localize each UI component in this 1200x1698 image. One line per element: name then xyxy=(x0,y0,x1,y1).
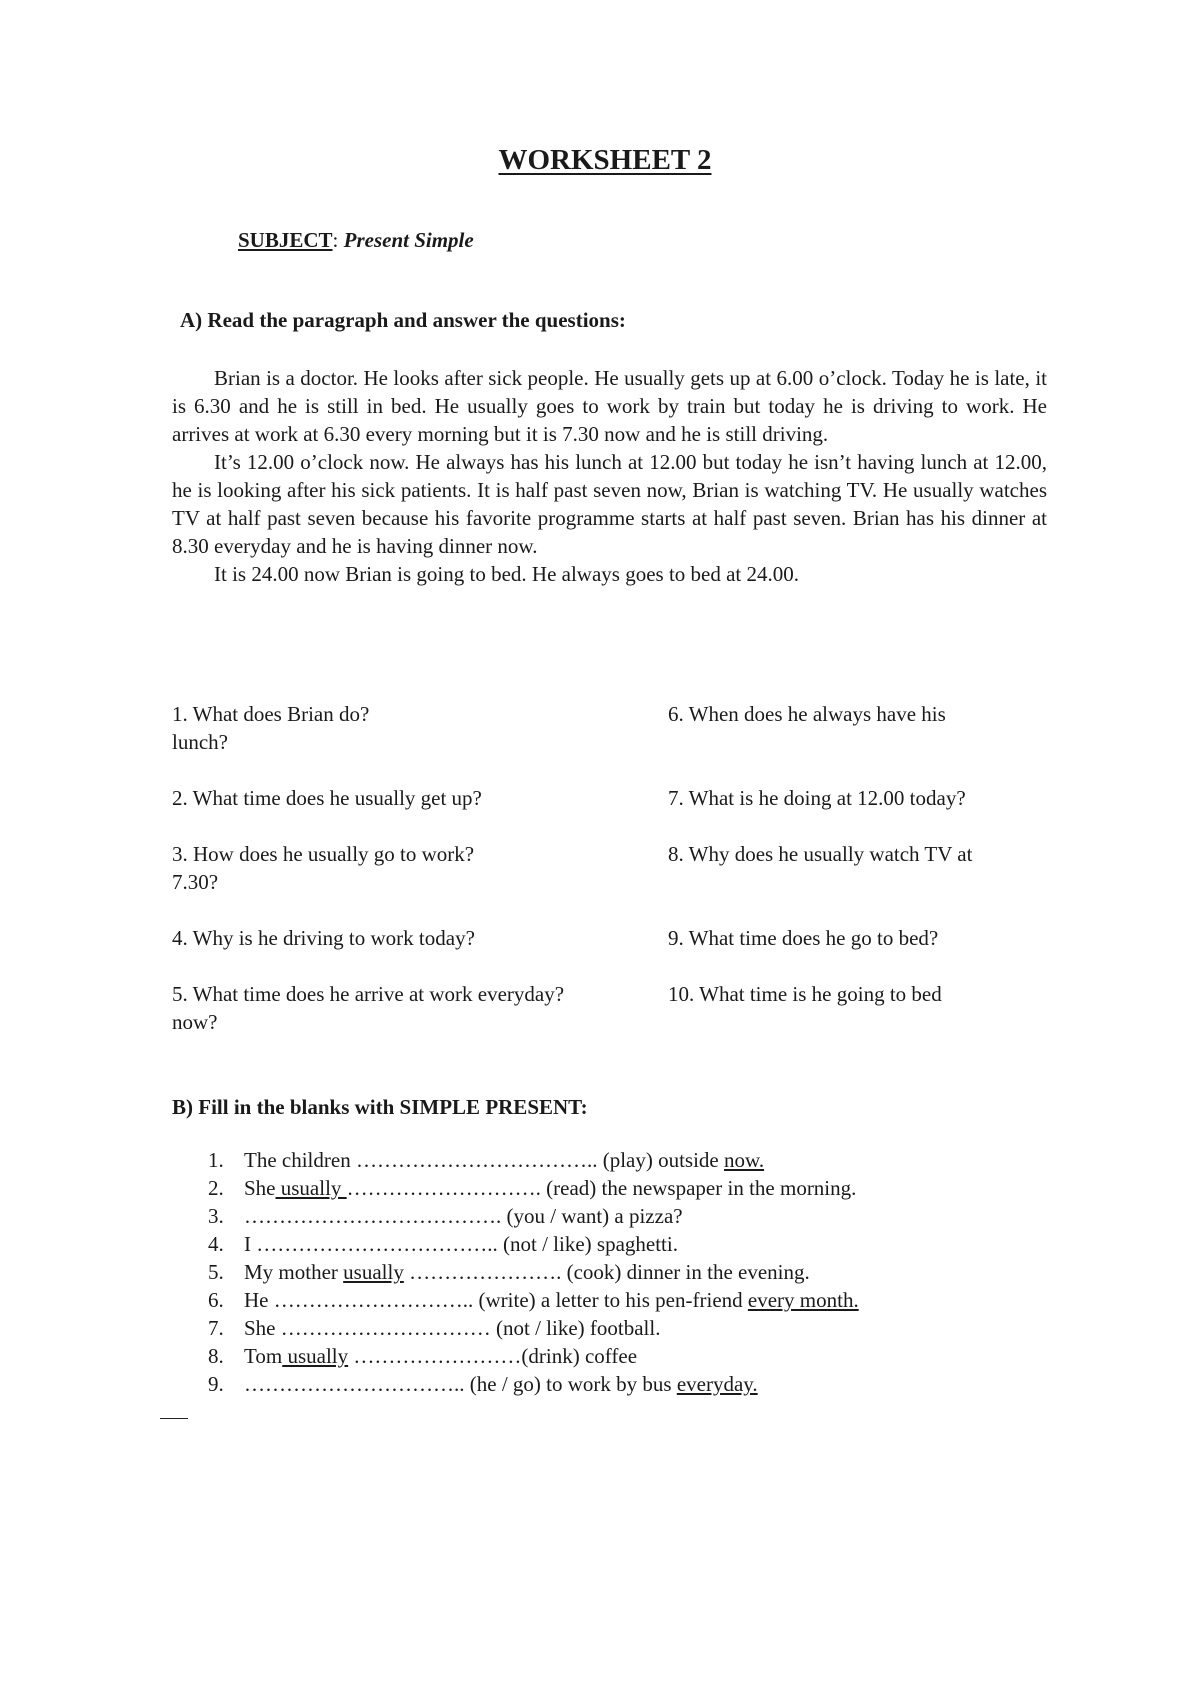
question-10-continuation: now? xyxy=(172,1010,218,1034)
list-item xyxy=(208,1146,859,1174)
footnote-separator xyxy=(160,1418,188,1419)
question-3: 3. How does he usually go to work? xyxy=(172,842,475,866)
passage-paragraph: It is 24.00 now Brian is going to bed. He always goes to bed at 24.00. xyxy=(214,562,800,586)
item-suffix-underlined: every month. xyxy=(747,1288,859,1312)
item-prefix-underlined: usually xyxy=(282,1344,349,1368)
question-4: 4. Why is he driving to work today? xyxy=(172,926,475,950)
answer-blank[interactable]: …………………… xyxy=(348,1344,522,1368)
item-prefix: The children xyxy=(244,1148,356,1172)
answer-blank[interactable]: ………………………… xyxy=(280,1316,491,1340)
item-number: 6. xyxy=(208,1288,224,1312)
subject-line xyxy=(238,228,474,253)
list-item xyxy=(208,1174,859,1202)
list-item xyxy=(208,1370,859,1398)
answer-blank[interactable]: ……………………….. xyxy=(273,1288,474,1312)
item-suffix-underlined: now. xyxy=(724,1148,765,1172)
fill-in-list xyxy=(208,1146,859,1398)
item-suffix-underlined: everyday. xyxy=(676,1372,758,1396)
item-suffix: (read) the newspaper in the morning. xyxy=(540,1176,857,1200)
list-item xyxy=(208,1258,859,1286)
list-item xyxy=(208,1202,859,1230)
answer-blank[interactable]: ………………………. xyxy=(346,1176,541,1200)
list-item xyxy=(208,1286,859,1314)
item-suffix: (he / go) to work by bus xyxy=(464,1372,677,1396)
answer-blank[interactable]: …………………. xyxy=(403,1260,562,1284)
item-number: 1. xyxy=(208,1148,224,1172)
question-5: 5. What time does he arrive at work everyday? xyxy=(172,982,565,1006)
item-prefix: Tom xyxy=(244,1344,283,1368)
list-item xyxy=(208,1314,859,1342)
answer-blank[interactable]: ………………………………. xyxy=(244,1204,502,1228)
section-a-heading: A) Read the paragraph and answer the questions: xyxy=(180,308,626,332)
item-suffix: (cook) dinner in the evening. xyxy=(561,1260,810,1284)
item-prefix: She xyxy=(244,1176,276,1200)
item-number: 3. xyxy=(208,1204,224,1228)
item-prefix: She xyxy=(244,1316,281,1340)
item-number: 9. xyxy=(208,1372,224,1396)
item-suffix: (write) a letter to his pen-friend xyxy=(473,1288,748,1312)
item-suffix: (not / like) spaghetti. xyxy=(497,1232,678,1256)
item-number: 8. xyxy=(208,1344,224,1368)
section-b-heading: B) Fill in the blanks with SIMPLE PRESENT: xyxy=(172,1095,588,1119)
item-prefix: My mother xyxy=(244,1260,344,1284)
item-prefix-underlined: usually xyxy=(343,1260,404,1284)
question-2: 2. What time does he usually get up? xyxy=(172,786,482,810)
item-suffix: (play) outside xyxy=(597,1148,725,1172)
question-1: 1. What does Brian do? xyxy=(172,702,370,726)
item-suffix: (drink) coffee xyxy=(521,1344,638,1368)
question-8: 8. Why does he usually watch TV at xyxy=(668,842,973,866)
question-10: 10. What time is he going to bed xyxy=(668,982,942,1006)
item-number: 2. xyxy=(208,1176,224,1200)
worksheet-title: WORKSHEET 2 xyxy=(498,144,712,176)
subject-colon: : xyxy=(332,228,339,252)
question-9: 9. What time does he go to bed? xyxy=(668,926,939,950)
list-item xyxy=(208,1230,859,1258)
passage-paragraph: Brian is a doctor. He looks after sick people. He usually gets up at 6.00 o’clock. Today he is late, it is 6.30 and he is still in bed. He usually goes to work by train but today he is driving to work. He arrives at work at 6.30 every morning but it is 7.30 now and he is still driving. xyxy=(172,366,1047,446)
subject-label: SUBJECT xyxy=(238,228,333,252)
item-suffix: (you / want) a pizza? xyxy=(501,1204,683,1228)
subject-value: Present Simple xyxy=(343,228,474,252)
reading-passage xyxy=(172,364,1047,588)
answer-blank[interactable]: …………………………….. xyxy=(355,1148,598,1172)
item-prefix: I xyxy=(244,1232,257,1256)
item-number: 4. xyxy=(208,1232,224,1256)
question-7: 7. What is he doing at 12.00 today? xyxy=(668,786,966,810)
item-number: 7. xyxy=(208,1316,224,1340)
question-6-continuation: lunch? xyxy=(172,730,228,754)
item-suffix: (not / like) football. xyxy=(490,1316,661,1340)
item-prefix: He xyxy=(244,1288,274,1312)
item-number: 5. xyxy=(208,1260,224,1284)
question-8-continuation: 7.30? xyxy=(172,870,219,894)
item-prefix-underlined: usually xyxy=(275,1176,347,1200)
list-item xyxy=(208,1342,859,1370)
passage-paragraph: It’s 12.00 o’clock now. He always has his lunch at 12.00 but today he isn’t having lunch at 12.00, he is looking after his sick patients. It is half past seven now, Brian is watching TV. He usually watches TV at half past seven because his favorite programme starts at half past seven. Brian has his dinner at 8.30 everyday and he is having dinner now. xyxy=(172,450,1047,558)
answer-blank[interactable]: …………………………….. xyxy=(256,1232,498,1256)
question-6: 6. When does he always have his xyxy=(668,702,946,726)
answer-blank[interactable]: ………………………….. xyxy=(244,1372,465,1396)
